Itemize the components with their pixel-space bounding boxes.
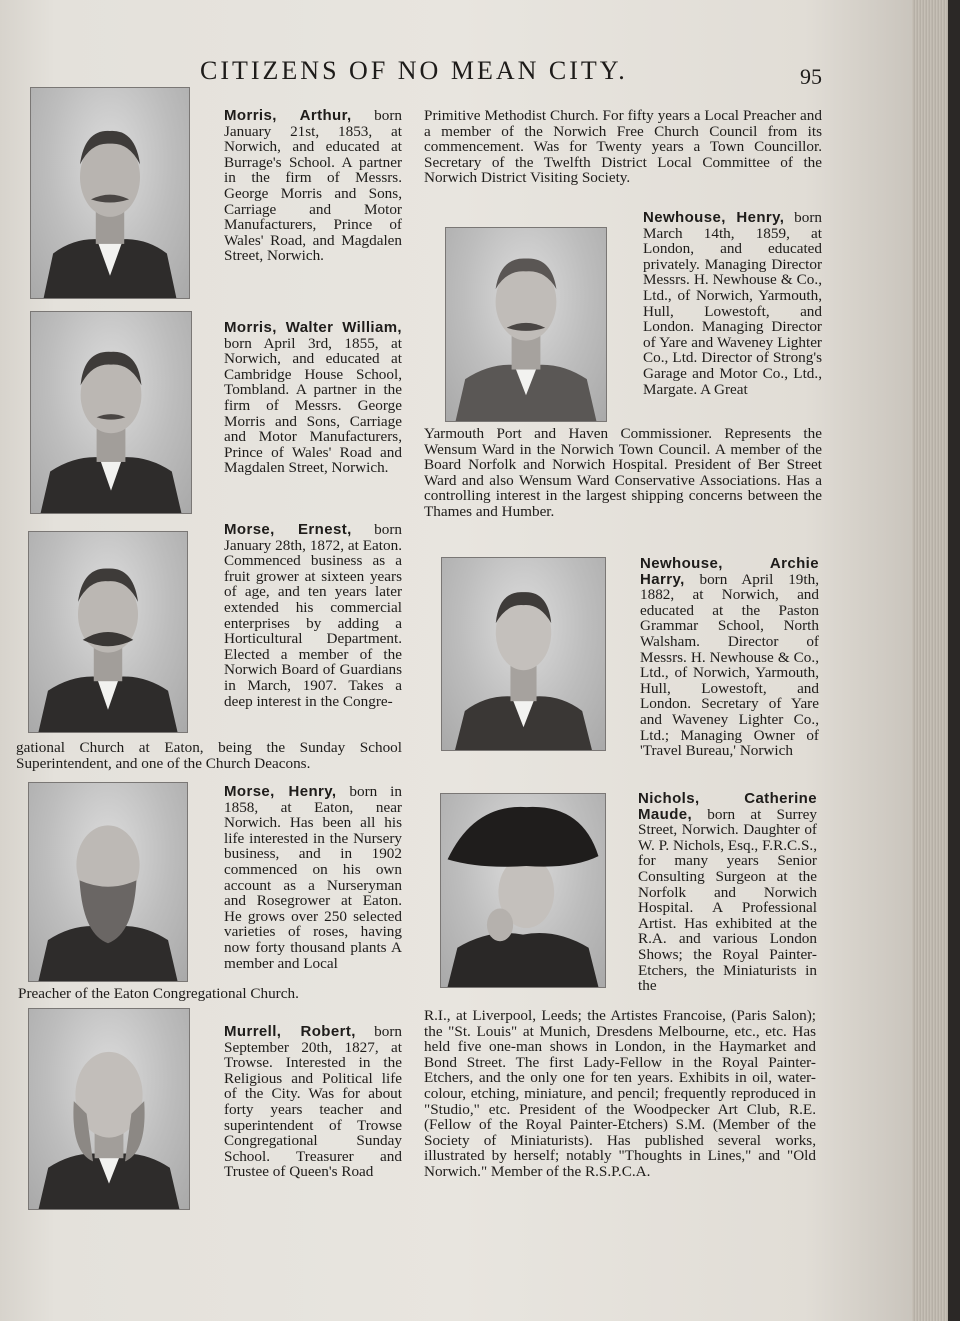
entry-name: Morse, Ernest, xyxy=(224,521,352,538)
portrait-photo-icon xyxy=(31,312,191,513)
entry-morse-henry-continuation: Preacher of the Eaton Congregational Church. xyxy=(18,985,299,1002)
entry-newhouse-henry xyxy=(643,210,822,397)
entry-name: Morse, Henry, xyxy=(224,783,337,800)
entry-text: born in 1858, at Eaton, near Norwich. Has been all his life interested in the Nursery business, and in 1902 commenced on his own account as a Nurseryman and Rosegrower at Eaton. He grows over 250 selected varieties of roses, having now forty thousand plants A member and Local xyxy=(224,783,402,972)
entry-murrell-robert-continuation: Primitive Methodist Church. For fifty years a Local Preacher and a member of the Norwich Free Church Council from its commencement. Was for Twenty years a Town Councillor. Secretary of the Twelfth District Local Committee of the Norwich District Visiting Society. xyxy=(424,107,822,187)
portrait-morris-walter xyxy=(30,311,192,514)
entry-morris-arthur xyxy=(224,108,402,264)
entry-text: born April 3rd, 1855, at Norwich, and educated at Cambridge House School, Tombland. A partner in the firm of Messrs. George Morris and Sons, Carriage and Motor Manufacturers, Prince of Wales' Road and Magdalen Street, Norwich. xyxy=(224,334,402,477)
portrait-newhouse-henry xyxy=(445,227,607,422)
entry-text: born January 28th, 1872, at Eaton. Commenced business as a fruit grower at sixteen years of age, and ten years later extended his commercial enterprises by adding a Horticultural Department. Elected a member of the Norwich Board of Guardians in March, 1907. Takes a deep interest in the Congre- xyxy=(224,521,403,710)
page-number: 95 xyxy=(800,64,822,89)
entry-text: born April 19th, 1882, at Norwich, and educated at the Paston Grammar School, North Walsham. Director of Messrs. H. Newhouse & Co., Ltd., of Norwich, Yarmouth, Hull, Lowestoft, and London. Secretary of Yare and Waveney Lighter Co., Ltd.; Managing Owner of 'Travel Bureau,' Norwich xyxy=(640,570,819,760)
portrait-murrell-robert xyxy=(28,1008,190,1210)
portrait-morse-henry xyxy=(28,782,188,982)
entry-text: born September 20th, 1827, at Trowse. Interested in the Religious and Political life of the City. Was for about forty years teacher and superintendent of Trowse Congregational Sunday School. Treasurer and Trustee of Queen's Road xyxy=(224,1023,403,1181)
portrait-morris-arthur xyxy=(30,87,190,299)
entry-name: Nichols, Catherine Maude, xyxy=(638,790,817,823)
portrait-photo-icon xyxy=(29,1009,189,1209)
portrait-nichols-catherine xyxy=(440,793,606,988)
portrait-photo-icon xyxy=(446,228,606,421)
entry-name: Newhouse, Archie Harry, xyxy=(640,555,819,588)
portrait-photo-icon xyxy=(31,88,189,298)
portrait-newhouse-archie xyxy=(441,557,606,751)
portrait-photo-icon xyxy=(442,558,605,750)
entry-morse-henry xyxy=(224,784,402,971)
entry-morris-walter xyxy=(224,320,402,476)
portrait-photo-icon xyxy=(441,794,605,987)
entry-name: Newhouse, Henry, xyxy=(643,209,785,226)
entry-text: born January 21st, 1853, at Norwich, and educated at Burrage's School. A partner in the firm of Messrs. George Morris and Sons, Carriage and Motor Manufacturers, Prince of Wales' Road, and Magdalen Street, Norwich. xyxy=(224,107,402,265)
portrait-photo-icon xyxy=(29,783,187,981)
entry-text: born at Surrey Street, Norwich. Daughter of W. P. Nichols, Esq., F.R.C.S., for many years Senior Consulting Surgeon at the Norfolk and Norwich Hospital. A Professional Artist. Has exhibited at the R.A. and various London Shows; the Royal Painter-Etchers, the Miniaturists in the xyxy=(638,805,818,995)
entry-name: Murrell, Robert, xyxy=(224,1023,356,1040)
entry-nichols-catherine xyxy=(638,791,817,994)
entry-morse-ernest xyxy=(224,522,402,709)
running-title: CITIZENS OF NO MEAN CITY. xyxy=(200,56,628,85)
entry-nichols-catherine-continuation: R.I., at Liverpool, Leeds; the Artistes Francoise, (Paris Salon); the "St. Louis" at Munich, Dresdens Melbourne, etc., etc. Has held five one-man shows in London, in the Haymarket and Bond Street. The first Lady-Fellow in the Royal Painter-Etchers, and the only one for ten years. Exhibits in oil, water-colour, etching, miniature, and pencil; frequently reproduced in "Studio," etc. President of the Woodpecker Art Club, R.E. (Fellow of the Royal Painter-Etchers) S.M. (Member of the Society of Miniaturists). Has published several works, illustrated by herself; notably "Thoughts in Lines," and "Old Norwich." Member of the R.S.P.C.A. xyxy=(424,1007,816,1180)
entry-name: Morris, Arthur, xyxy=(224,107,352,124)
book-cover-edge xyxy=(948,0,960,1321)
entry-morse-ernest-continuation: gational Church at Eaton, being the Sunday School Superintendent, and one of the Church Deacons. xyxy=(16,739,402,772)
entry-name: Morris, Walter William, xyxy=(224,319,402,336)
portrait-photo-icon xyxy=(29,532,187,732)
entry-text: born March 14th, 1859, at London, and educated privately. Managing Director Messrs. H. Newhouse & Co., Ltd., of Norwich, Yarmouth, Hull, Lowestoft, and London. Managing Director of Yare and Waveney Lighter Co., Ltd. Director of Strong's Garage and Motor Co., Ltd., Margate. A Great xyxy=(643,209,822,398)
entry-newhouse-archie xyxy=(640,556,819,759)
portrait-morse-ernest xyxy=(28,531,188,733)
entry-murrell-robert xyxy=(224,1024,402,1180)
entry-newhouse-henry-continuation: Yarmouth Port and Haven Commissioner. Represents the Wensum Ward in the Norwich Town Council. A member of the Board Norfolk and Norwich Hospital. President of Ber Street Ward and also Wensum Ward Conservative Associations. Has a controlling interest in the largest shipping concerns between the Thames and Humber. xyxy=(424,425,822,520)
